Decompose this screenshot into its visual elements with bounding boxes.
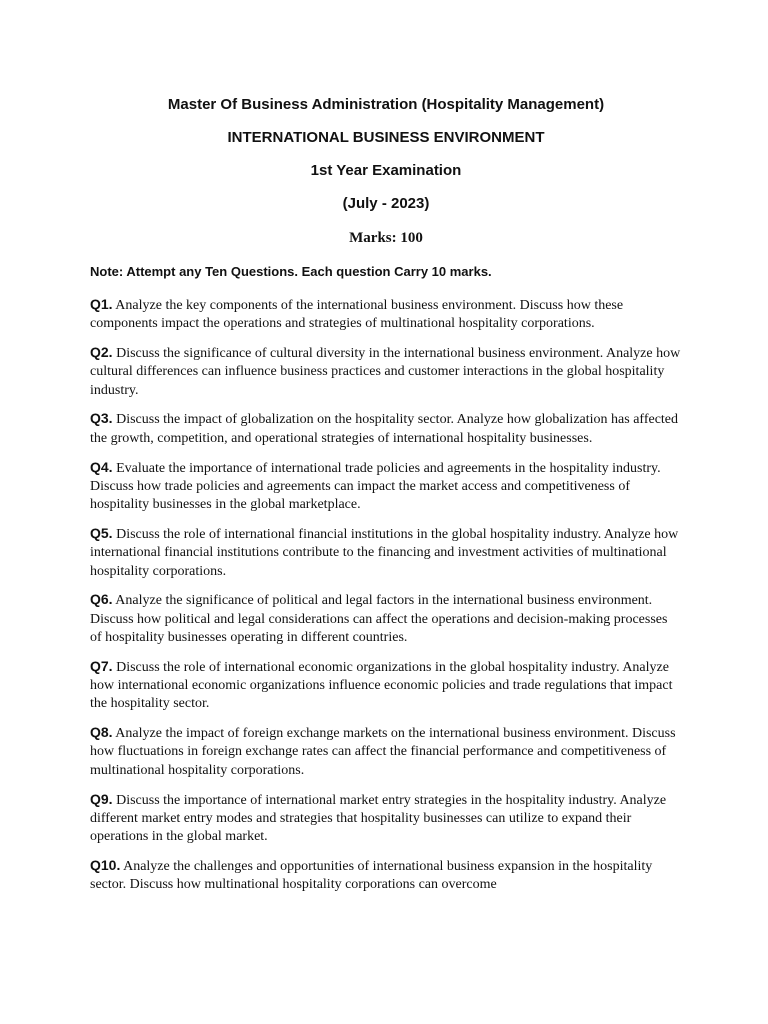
question-4: [90, 458, 682, 515]
instructions-note: Note: Attempt any Ten Questions. Each question Carry 10 marks.: [90, 264, 492, 279]
question-text: Analyze the impact of foreign exchange markets on the international business environment. Discuss how fluctuations in foreign exchange rates can affect the financial performance and competitiveness of multinational hospitality corporations.: [90, 726, 676, 778]
course-title: INTERNATIONAL BUSINESS ENVIRONMENT: [227, 129, 545, 146]
question-9: [90, 790, 682, 847]
question-7: [90, 657, 682, 714]
question-text: Discuss the significance of cultural diversity in the international business environment. Analyze how cultural differences can influence business practices and customer interactions in the global hospitality industry.: [90, 346, 681, 398]
question-number: Q4.: [90, 458, 113, 475]
question-8: [90, 723, 682, 780]
question-text: Evaluate the importance of international trade policies and agreements in the hospitality industry. Discuss how trade policies and agreements can impact the market access and competitiveness of hospitality businesses in the global marketplace.: [90, 460, 661, 513]
question-number: Q2.: [90, 344, 113, 361]
exam-title: 1st Year Examination: [310, 162, 462, 179]
exam-session: (July - 2023): [342, 195, 430, 212]
program-title: Master Of Business Administration (Hospitality Management): [167, 96, 605, 113]
question-6: [90, 590, 682, 647]
question-number: Q1.: [90, 296, 113, 312]
question-3: [90, 409, 682, 448]
question-text: Discuss the role of international financial institutions in the global hospitality industry. Analyze how international financial institutions contribute to the financing and investment activities of multinational hospitality corporations.: [90, 526, 679, 579]
question-text: Analyze the key components of the international business environment. Discuss how these components impact the operations and strategies of multinational hospitality corporations.: [90, 298, 624, 332]
question-text: Analyze the challenges and opportunities of international business expansion in the hospitality sector. Discuss how multinational hospitality corporations can overcome: [90, 858, 653, 893]
question-number: Q6.: [90, 591, 113, 608]
question-number: Q5.: [90, 524, 113, 541]
question-text: Analyze the significance of political and legal factors in the international business environment. Discuss how political and legal considerations can affect the operations and decision-making processes of hospitality businesses operating in different countries.: [90, 593, 668, 645]
question-1: [90, 295, 682, 334]
question-number: Q10.: [90, 856, 121, 873]
question-2: [90, 343, 682, 400]
question-number: Q9.: [90, 790, 113, 807]
question-number: Q3.: [90, 410, 113, 427]
question-number: Q8.: [90, 724, 113, 741]
question-text: Discuss the impact of globalization on the hospitality sector. Analyze how globalization has affected the growth, competition, and operational strategies of international hospitality businesses.: [90, 412, 679, 446]
question-number: Q7.: [90, 657, 113, 674]
question-text: Discuss the role of international economic organizations in the global hospitality industry. Analyze how international economic organizations influence economic policies and trade regulations that impact the hospitality sector.: [90, 659, 673, 712]
question-5: [90, 524, 682, 581]
total-marks: Marks: 100: [349, 230, 423, 246]
question-text: Discuss the importance of international market entry strategies in the hospitality industry. Analyze different market entry modes and strategies that hospitality businesses can utilize to expand their operations in the global market.: [90, 792, 667, 845]
exam-paper: [90, 92, 682, 904]
question-10: [90, 856, 682, 895]
